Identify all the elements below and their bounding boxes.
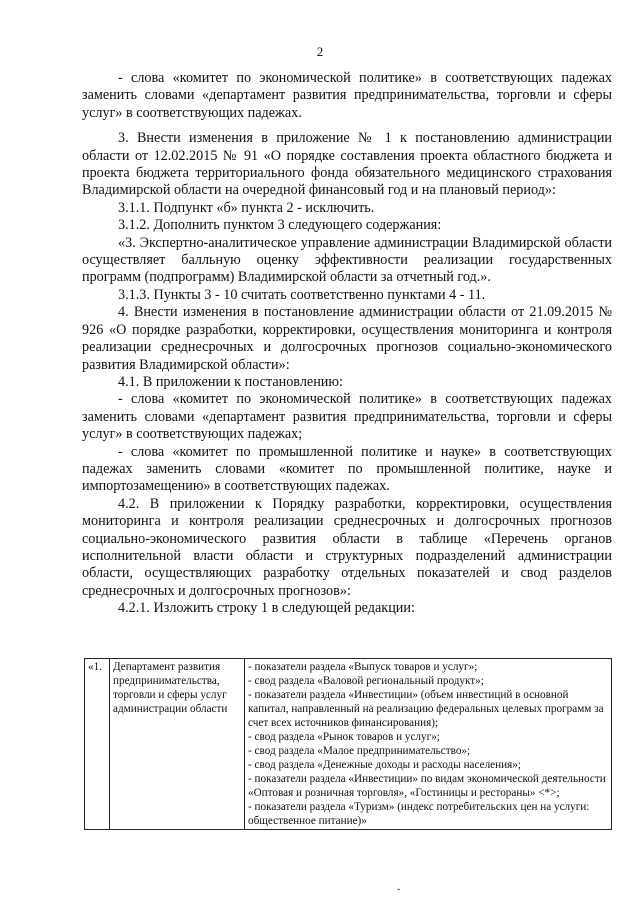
list-item: - показатели раздела «Инвестиции» (объем инвестиций в основной капитал, направленный на реализацию федеральных целевых программ за счет всех источников финансирования); [248, 689, 604, 729]
paragraph: 3.1.3. Пункты 3 - 10 считать соответственно пунктами 4 - 11. [118, 286, 486, 303]
scan-mark: ˇ [397, 888, 401, 899]
replacement-row-table [84, 658, 612, 830]
page-number: 2 [316, 44, 324, 59]
list-item: - свод раздела «Валовой региональный продукт»; [248, 675, 484, 687]
paragraph: - слова «комитет по экономической политике» в соответствующих падежах заменить словами «департамент развития предпринимательства, торговли и сферы услуг» в соответствующих падежах. [82, 70, 612, 121]
paragraph: 4.2.1. Изложить строку 1 в следующей редакции: [118, 600, 415, 617]
paragraph: - слова «комитет по экономической политике» в соответствующих падежах заменить словами «департамент развития предпринимательства, торговли и сферы услуг» в соответствующих падежах; [82, 391, 612, 443]
list-item: - свод раздела «Рынок товаров и услуг»; [248, 731, 440, 743]
items-cell [245, 659, 612, 830]
list-item: - показатели раздела «Выпуск товаров и услуг»; [248, 661, 478, 673]
table-row [85, 659, 612, 830]
list-item: - показатели раздела «Инвестиции» по видам экономической деятельности «Оптовая и розничная торговля», «Гостиницы и рестораны» <*>; [248, 773, 606, 799]
department-cell: Департамент развития предпринимательства, торговли и сферы услуг администрации области [110, 659, 245, 830]
paragraph: 4. Внести изменения в постановление администрации области от 21.09.2015 № 926 «О порядке разработки, корректировки, осуществления мониторинга и контроля реализации среднесрочных и долгосрочных прогнозов социально-экономического развития Владимирской области»: [82, 304, 612, 373]
paragraph: 3.1.2. Дополнить пунктом 3 следующего содержания: [118, 217, 442, 234]
document-body [82, 70, 612, 618]
paragraph: 3. Внести изменения в приложение № 1 к постановлению администрации области от 12.02.2015 № 91 «О порядке составления проекта областного бюджета и проекта бюджета территориального фонда обязательного медицинского страхования Владимирской области на очередной финансовый год и на плановый период»: [82, 130, 612, 199]
list-item: - свод раздела «Малое предпринимательство»; [248, 745, 471, 757]
paragraph: - слова «комитет по промышленной политике и науке» в соответствующих падежах заменить словами «комитет по промышленной политике, науке и импортозамещению» в соответствующих падежах. [82, 443, 612, 495]
list-item: - свод раздела «Денежные доходы и расходы населения»; [248, 759, 521, 771]
row-number-cell: «1. [85, 659, 110, 830]
paragraph: 4.2. В приложении к Порядку разработки, корректировки, осуществления мониторинга и контроля реализации среднесрочных и долгосрочных прогнозов социально-экономического развития области в таблице «Перечень органов исполнительной власти области и структурных подразделений администрации области, осуществляющих разработку отдельных показателей и свод разделов среднесрочных и долгосрочных прогнозов»: [82, 495, 612, 599]
paragraph: 3.1.1. Подпункт «б» пункта 2 - исключить. [118, 199, 375, 216]
list-item: - показатели раздела «Туризм» (индекс потребительских цен на услуги: общественное питание)» [248, 801, 590, 827]
paragraph: 4.1. В приложении к постановлению: [118, 373, 343, 390]
paragraph: «3. Экспертно-аналитическое управление администрации Владимирской области осуществляет балльную оценку эффективности реализации государственных программ (подпрограмм) Владимирской области за отчетный год.». [82, 234, 612, 286]
